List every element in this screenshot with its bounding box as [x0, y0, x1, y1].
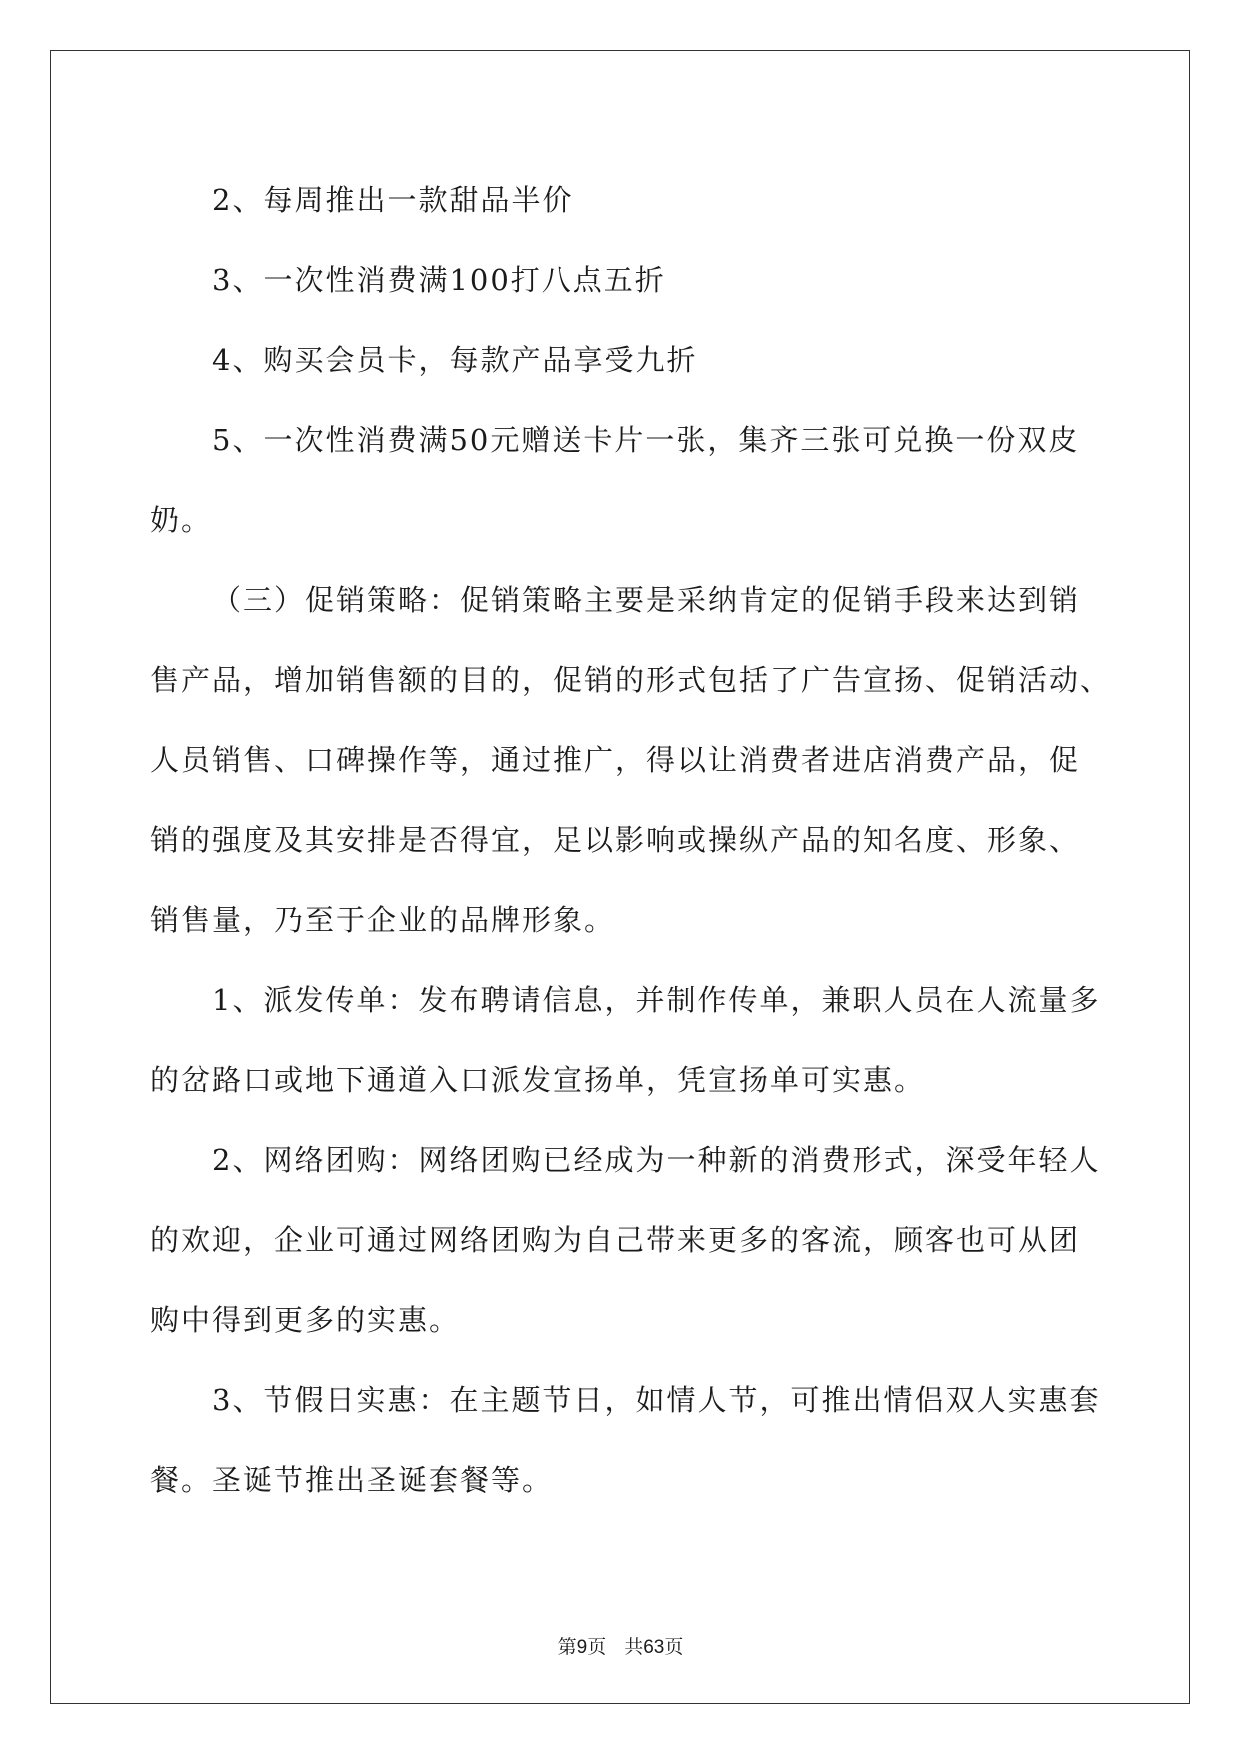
paragraph-line: 3、节假日实惠：在主题节日，如情人节，可推出情侣双人实惠套 [212, 1383, 1101, 1417]
paragraph-line: 1、派发传单：发布聘请信息，并制作传单，兼职人员在人流量多 [212, 983, 1101, 1017]
paragraph-line: 3、一次性消费满100打八点五折 [212, 263, 666, 297]
page-number: 第9页 [557, 1637, 607, 1658]
paragraph-line: 销售量，乃至于企业的品牌形象。 [150, 903, 616, 937]
paragraph-3 [150, 320, 1100, 400]
document-body [150, 160, 1112, 1520]
paragraph-2 [150, 240, 1100, 320]
paragraph-line: 售产品，增加销售额的目的，促销的形式包括了广告宣扬、促销活动、 [150, 663, 1112, 697]
paragraph-6 [150, 960, 1100, 1120]
paragraph-line: 购中得到更多的实惠。 [150, 1303, 461, 1337]
paragraph-1 [150, 160, 1100, 240]
paragraph-line: 2、网络团购：网络团购已经成为一种新的消费形式，深受年轻人 [212, 1143, 1101, 1177]
paragraph-8 [150, 1360, 1100, 1520]
paragraph-line: 5、一次性消费满50元赠送卡片一张，集齐三张可兑换一份双皮 [212, 423, 1080, 457]
paragraph-line: 销的强度及其安排是否得宜，足以影响或操纵产品的知名度、形象、 [150, 823, 1081, 857]
paragraph-line: 奶。 [150, 503, 213, 537]
paragraph-7 [150, 1120, 1100, 1360]
paragraph-line: 的欢迎，企业可通过网络团购为自己带来更多的客流，顾客也可从团 [150, 1223, 1081, 1257]
paragraph-4 [150, 400, 1100, 560]
total-pages: 共63页 [624, 1637, 684, 1658]
paragraph-line: 2、每周推出一款甜品半价 [212, 183, 574, 217]
paragraph-line: 餐。圣诞节推出圣诞套餐等。 [150, 1463, 554, 1497]
paragraph-5 [150, 560, 1112, 960]
paragraph-line: 人员销售、口碑操作等，通过推广，得以让消费者进店消费产品，促 [150, 743, 1081, 777]
paragraph-line: （三）促销策略：促销策略主要是采纳肯定的促销手段来达到销 [212, 583, 1081, 617]
paragraph-line: 的岔路口或地下通道入口派发宣扬单，凭宣扬单可实惠。 [150, 1063, 926, 1097]
page-footer [0, 1632, 1241, 1659]
paragraph-line: 4、购买会员卡，每款产品享受九折 [212, 343, 698, 377]
